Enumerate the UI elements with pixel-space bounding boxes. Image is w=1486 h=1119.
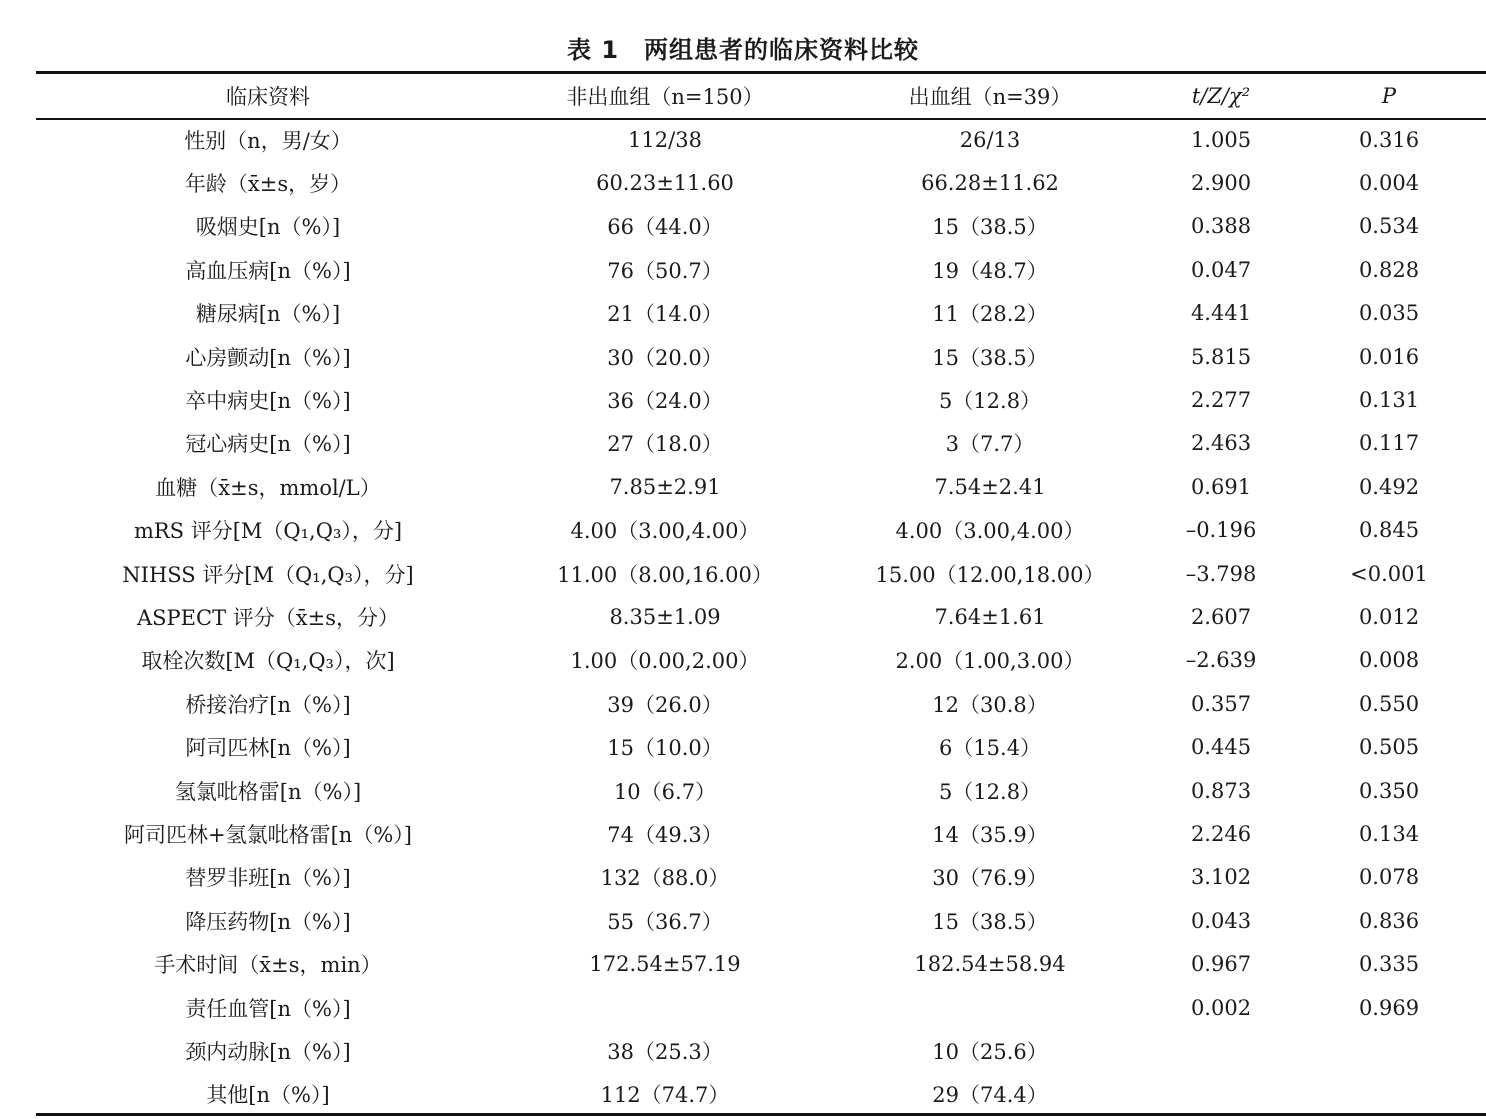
cell-non-bleeding: 27（18.0） <box>607 432 723 457</box>
header-non-bleeding-group: 非出血组（n=150） <box>566 85 764 109</box>
cell-p-value: 0.016 <box>1358 344 1420 369</box>
cell-bleeding: 15.00（12.00,18.00） <box>875 562 1105 587</box>
cell-non-bleeding: 30（20.0） <box>607 345 723 370</box>
table-row <box>36 422 1486 465</box>
cell-p-value: 0.492 <box>1358 474 1420 499</box>
table-header <box>36 74 1486 118</box>
cell-test-statistic: –0.196 <box>1185 518 1257 543</box>
cell-p-value: 0.078 <box>1358 865 1420 890</box>
cell-clinical-item: 阿司匹林+氢氯吡格雷[n（%）] <box>124 822 412 847</box>
cell-non-bleeding: 76（50.7） <box>607 258 723 283</box>
cell-non-bleeding: 38（25.3） <box>607 1039 723 1064</box>
cell-bleeding: 7.54±2.41 <box>934 474 1046 499</box>
cell-test-statistic <box>1150 1073 1292 1116</box>
cell-clinical-item: 颈内动脉[n（%）] <box>185 1039 351 1064</box>
cell-test-statistic: 5.815 <box>1190 344 1252 369</box>
cell-test-statistic: 3.102 <box>1190 865 1252 890</box>
cell-clinical-item: 氢氯吡格雷[n（%）] <box>174 779 362 804</box>
cell-p-value: 0.828 <box>1358 257 1420 282</box>
table-row <box>36 812 1486 855</box>
cell-non-bleeding: 8.35±1.09 <box>609 604 721 629</box>
cell-test-statistic: 2.463 <box>1190 431 1252 456</box>
cell-clinical-item: 性别（n，男/女） <box>184 128 352 153</box>
cell-test-statistic: –2.639 <box>1185 648 1257 673</box>
table-row <box>36 292 1486 335</box>
cell-p-value: 0.335 <box>1358 952 1420 977</box>
table-row <box>36 639 1486 682</box>
table-row <box>36 595 1486 638</box>
cell-p-value <box>1292 1073 1486 1116</box>
cell-bleeding: 12（30.8） <box>932 692 1048 717</box>
cell-bleeding: 2.00（1.00,3.00） <box>895 649 1085 674</box>
cell-non-bleeding: 36（24.0） <box>607 389 723 414</box>
cell-test-statistic: 0.047 <box>1190 257 1252 282</box>
cell-bleeding: 15（38.5） <box>932 909 1048 934</box>
cell-non-bleeding: 4.00（3.00,4.00） <box>570 519 760 544</box>
table-row <box>36 899 1486 942</box>
cell-non-bleeding: 112/38 <box>628 127 702 152</box>
table-row <box>36 118 1486 161</box>
cell-test-statistic: 0.388 <box>1190 214 1252 239</box>
cell-non-bleeding: 7.85±2.91 <box>609 474 721 499</box>
table-row <box>36 335 1486 378</box>
cell-bleeding: 4.00（3.00,4.00） <box>895 519 1085 544</box>
table-row <box>36 509 1486 552</box>
cell-bleeding: 66.28±11.62 <box>921 171 1059 196</box>
cell-p-value: 0.004 <box>1358 171 1420 196</box>
table-caption: 表 1 两组患者的临床资料比较 <box>566 36 920 64</box>
cell-clinical-item: 降压药物[n（%）] <box>185 909 351 934</box>
table-row <box>36 465 1486 508</box>
cell-non-bleeding: 74（49.3） <box>607 822 723 847</box>
cell-p-value: <0.001 <box>1350 561 1428 586</box>
cell-bleeding: 19（48.7） <box>932 258 1048 283</box>
cell-p-value: 0.845 <box>1358 518 1420 543</box>
cell-clinical-item: 取栓次数[M（Q₁,Q₃），次] <box>141 649 395 674</box>
cell-clinical-item: 卒中病史[n（%）] <box>185 389 351 414</box>
cell-non-bleeding: 60.23±11.60 <box>596 171 734 196</box>
cell-test-statistic: 0.043 <box>1190 908 1252 933</box>
cell-clinical-item: mRS 评分[M（Q₁,Q₃），分] <box>133 519 403 544</box>
cell-non-bleeding: 10（6.7） <box>613 779 717 804</box>
cell-non-bleeding: 39（26.0） <box>607 692 723 717</box>
cell-clinical-item: 糖尿病[n（%）] <box>195 302 341 327</box>
cell-clinical-item: 年龄（x̄±s，岁） <box>184 172 352 197</box>
cell-p-value: 0.131 <box>1358 388 1420 413</box>
header-p-value: P <box>1381 84 1397 108</box>
cell-non-bleeding: 55（36.7） <box>607 909 723 934</box>
cell-non-bleeding: 66（44.0） <box>607 215 723 240</box>
table-row <box>36 942 1486 985</box>
table-row <box>36 248 1486 291</box>
table-row <box>36 1029 1486 1072</box>
cell-bleeding: 11（28.2） <box>932 302 1048 327</box>
cell-test-statistic: 0.357 <box>1190 691 1252 716</box>
cell-test-statistic: 0.445 <box>1190 735 1252 760</box>
cell-bleeding: 15（38.5） <box>932 215 1048 240</box>
cell-p-value: 0.550 <box>1358 691 1420 716</box>
cell-bleeding: 5（12.8） <box>938 779 1042 804</box>
cell-clinical-item: 责任血管[n（%）] <box>185 996 351 1021</box>
cell-bleeding: 14（35.9） <box>932 822 1048 847</box>
cell-non-bleeding: 15（10.0） <box>607 736 723 761</box>
cell-p-value: 0.008 <box>1358 648 1420 673</box>
cell-test-statistic: 2.246 <box>1190 821 1252 846</box>
cell-p-value: 0.117 <box>1358 431 1420 456</box>
header-row <box>36 74 1486 118</box>
cell-bleeding: 30（76.9） <box>932 866 1048 891</box>
cell-p-value <box>1292 1029 1486 1072</box>
cell-clinical-item: 心房颤动[n（%）] <box>185 345 351 370</box>
cell-non-bleeding: 11.00（8.00,16.00） <box>557 562 773 587</box>
cell-clinical-item: 替罗非班[n（%）] <box>185 866 351 891</box>
cell-non-bleeding: 21（14.0） <box>607 302 723 327</box>
cell-test-statistic: 2.900 <box>1190 171 1252 196</box>
table-row <box>36 205 1486 248</box>
cell-bleeding: 26/13 <box>959 127 1021 152</box>
cell-bleeding: 6（15.4） <box>938 736 1042 761</box>
cell-non-bleeding: 132（88.0） <box>600 866 730 891</box>
cell-bleeding: 182.54±58.94 <box>914 952 1066 977</box>
cell-p-value: 0.350 <box>1358 778 1420 803</box>
cell-p-value: 0.035 <box>1358 301 1420 326</box>
cell-non-bleeding: 172.54±57.19 <box>589 952 741 977</box>
cell-clinical-item: 冠心病史[n（%）] <box>185 432 351 457</box>
cell-non-bleeding: 1.00（0.00,2.00） <box>570 649 760 674</box>
cell-clinical-item: 血糖（x̄±s，mmol/L） <box>155 475 381 500</box>
table-row <box>36 552 1486 595</box>
cell-clinical-item: 阿司匹林[n（%）] <box>185 736 351 761</box>
cell-test-statistic: 4.441 <box>1190 301 1252 326</box>
cell-bleeding: 7.64±1.61 <box>934 604 1046 629</box>
cell-non-bleeding: 112（74.7） <box>600 1083 730 1108</box>
table-row <box>36 161 1486 204</box>
clinical-data-table <box>36 74 1486 1116</box>
table-body <box>36 118 1486 1116</box>
cell-clinical-item: 吸烟史[n（%）] <box>195 215 341 240</box>
cell-bleeding: 3（7.7） <box>945 432 1035 457</box>
cell-test-statistic: 0.691 <box>1190 474 1252 499</box>
cell-p-value: 0.012 <box>1358 604 1420 629</box>
cell-clinical-item: 高血压病[n（%）] <box>185 258 351 283</box>
cell-clinical-item: 其他[n（%）] <box>206 1083 330 1108</box>
header-clinical-data: 临床资料 <box>226 85 310 109</box>
cell-p-value: 0.505 <box>1358 735 1420 760</box>
cell-clinical-item: NIHSS 评分[M（Q₁,Q₃），分] <box>122 562 414 587</box>
cell-test-statistic: –3.798 <box>1185 561 1257 586</box>
table-row <box>36 986 1486 1029</box>
cell-test-statistic <box>1150 1029 1292 1072</box>
cell-p-value: 0.836 <box>1358 908 1420 933</box>
cell-p-value: 0.316 <box>1358 127 1420 152</box>
cell-p-value: 0.134 <box>1358 821 1420 846</box>
cell-test-statistic: 0.002 <box>1190 995 1252 1020</box>
table-row <box>36 769 1486 812</box>
cell-bleeding: 5（12.8） <box>938 389 1042 414</box>
header-bleeding-group: 出血组（n=39） <box>908 85 1072 109</box>
cell-test-statistic: 2.277 <box>1190 388 1252 413</box>
cell-test-statistic: 2.607 <box>1190 604 1252 629</box>
cell-p-value: 0.969 <box>1358 995 1420 1020</box>
cell-bleeding: 29（74.4） <box>932 1083 1048 1108</box>
table-row <box>36 856 1486 899</box>
cell-p-value: 0.534 <box>1358 214 1420 239</box>
cell-test-statistic: 0.873 <box>1190 778 1252 803</box>
cell-bleeding: 15（38.5） <box>932 345 1048 370</box>
table-row <box>36 682 1486 725</box>
cell-clinical-item: 桥接治疗[n（%）] <box>185 692 351 717</box>
cell-test-statistic: 1.005 <box>1190 127 1252 152</box>
table-row <box>36 1073 1486 1116</box>
table-row <box>36 725 1486 768</box>
cell-clinical-item: ASPECT 评分（x̄±s，分） <box>137 605 399 630</box>
cell-test-statistic: 0.967 <box>1190 952 1252 977</box>
header-test-statistic: t/Z/χ² <box>1191 84 1251 108</box>
cell-clinical-item: 手术时间（x̄±s，min） <box>154 953 382 978</box>
cell-bleeding: 10（25.6） <box>932 1039 1048 1064</box>
cell-bleeding <box>830 986 1150 1029</box>
table-row <box>36 378 1486 421</box>
cell-non-bleeding <box>500 986 830 1029</box>
